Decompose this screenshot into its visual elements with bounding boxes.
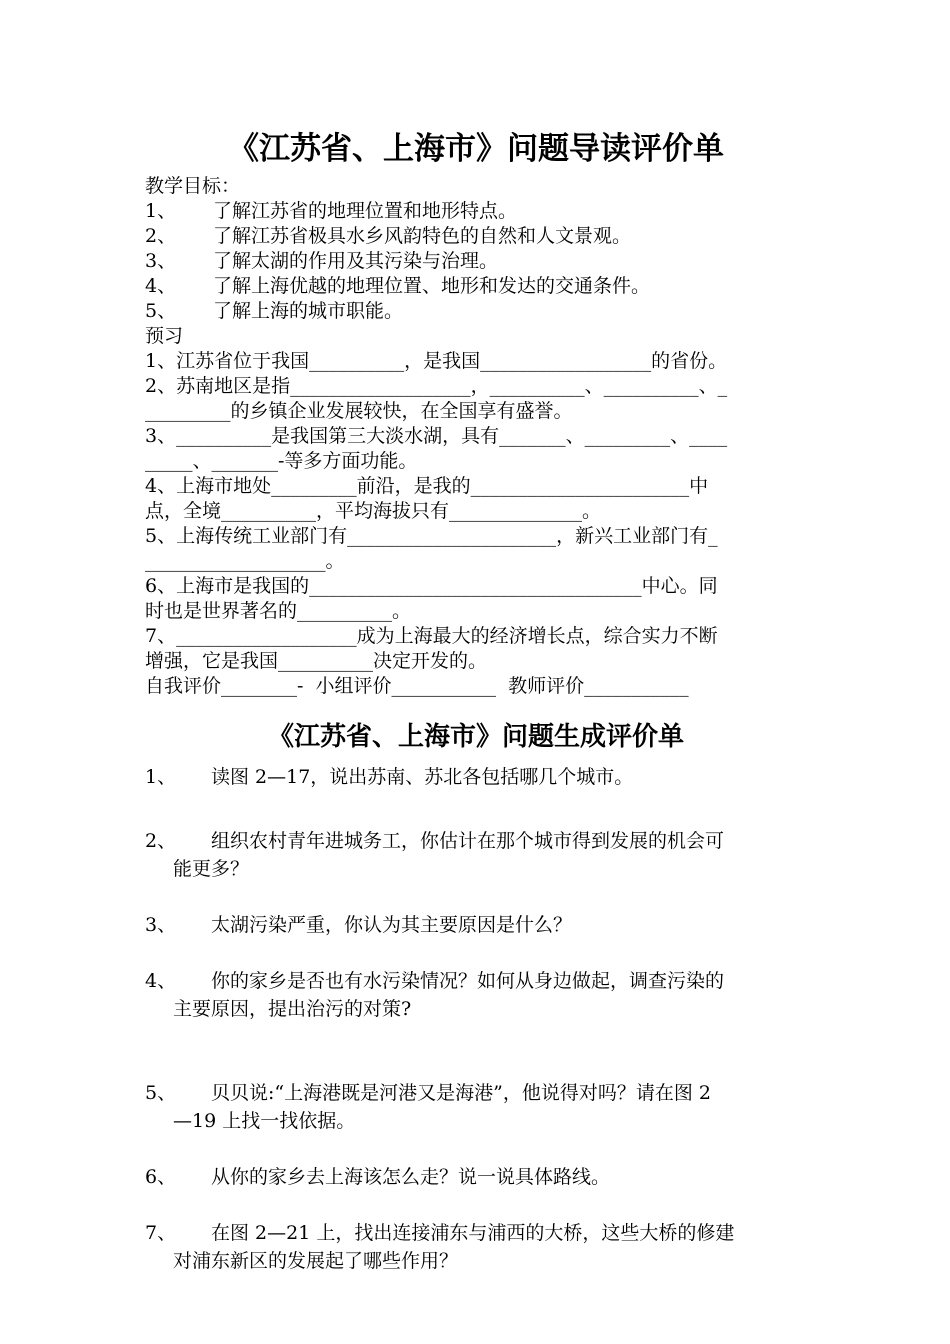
preview-line: _________的乡镇企业发展较快，在全国享有盛誉。 [145,400,573,422]
preview-line: 2、苏南地区是指___________________，__________、__________、_ [145,375,728,397]
page-title: 《江苏省、上海市》问题导读评价单 [228,131,724,167]
question-item: 7、 在图 2—21 上，找出连接浦东与浦西的大桥，这些大桥的修建 对浦东新区的发展起了哪些作用？ [145,1222,735,1272]
preview-line: _____、_______-等多方面功能。 [145,450,418,472]
preview-line: 1、江苏省位于我国__________，是我国__________________的省份。 [145,350,728,372]
question-item: 1、 读图 2—17，说出苏南、苏北各包括哪几个城市。 [145,766,634,788]
objectives-label: 教学目标： [145,175,241,197]
preview-line: 5、上海传统工业部门有______________________，新兴工业部门有_ [145,525,718,547]
objective-item: 1、 了解江苏省的地理位置和地形特点。 [145,200,518,222]
question-item: 3、 太湖污染严重，你认为其主要原因是什么？ [145,914,573,936]
question-item: 2、 组织农村青年进城务工，你估计在那个城市得到发展的机会可 能更多？ [145,830,725,880]
preview-line: 点，全境__________，平均海拔只有______________。 [145,500,602,522]
preview-line: 6、上海市是我国的___________________________________中心。同 [145,575,718,597]
objective-item: 3、 了解太湖的作用及其污染与治理。 [145,250,499,272]
question-item: 4、 你的家乡是否也有水污染情况？如何从身边做起，调查污染的 主要原因，提出治污的对策? [145,970,725,1020]
question-item: 6、 从你的家乡去上海该怎么走？说一说具体路线。 [145,1166,611,1188]
preview-label: 预习 [145,325,184,347]
objective-item: 5、 了解上海的城市职能。 [145,300,404,322]
question-item: 5、 贝贝说:“上海港既是河港又是海港”，他说得对吗？请在图 2 —19 上找一找依据。 [145,1082,711,1132]
evaluation-line: 自我评价________- 小组评价___________ 教师评价___________ [145,675,689,697]
preview-line: 7、___________________成为上海最大的经济增长点，综合实力不断 [145,625,718,647]
preview-line: 3、__________是我国第三大淡水湖，具有_______、_________、____ [145,425,728,447]
document-page [145,128,807,1275]
preview-line: 时也是世界著名的__________。 [145,600,412,622]
preview-line: 增强，它是我国__________决定开发的。 [145,650,488,672]
objective-item: 4、 了解上海优越的地理位置、地形和发达的交通条件。 [145,275,651,297]
preview-line: ___________________。 [145,550,345,572]
section-title: 《江苏省、上海市》问题生成评价单 [267,722,684,752]
preview-line: 4、上海市地处_________前沿，是我的_______________________中 [145,475,709,497]
objective-item: 2、 了解江苏省极具水乡风韵特色的自然和人文景观。 [145,225,632,247]
